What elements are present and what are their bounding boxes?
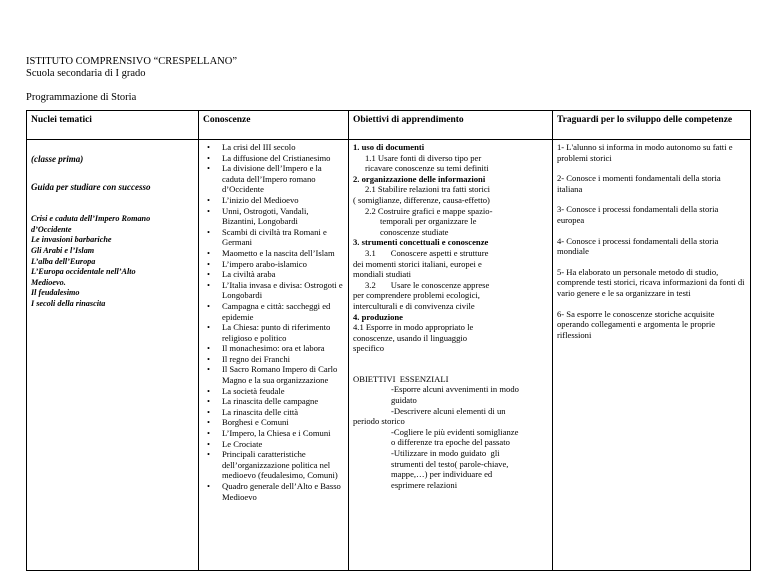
objective-line: mappe,…) per individuare ed (391, 469, 493, 480)
list-item: • Scambi di civiltà tra Romani e Germani (203, 227, 344, 248)
study-guide-label: Guida per studiare con successo (31, 181, 151, 192)
objective-line: 1.1 Usare fonti di diverso tipo per (365, 152, 482, 163)
objective-line: -Descrivere alcuni elementi di un (391, 405, 506, 416)
objective-line: o differenze tra epoche del passato (391, 437, 510, 448)
list-item: • Il regno dei Franchi (203, 354, 344, 365)
school-name: ISTITUTO COMPRENSIVO “CRESPELLANO” (26, 56, 237, 67)
goal-item: 1- L'alunno si informa in modo autonomo su fatti e problemi storici (557, 142, 733, 163)
objective-line: guidato (391, 395, 417, 406)
objective-line: esprimere relazioni (391, 479, 458, 490)
list-item: • La rinascita delle campagne (203, 396, 344, 407)
table-header-row (27, 111, 751, 140)
list-item: • Unni, Ostrogoti, Vandali, Bizantini, Longobardi (203, 206, 344, 227)
objective-heading: 4. produzione (353, 311, 403, 322)
list-item: • La divisione dell’Impero e la caduta dell’Impero romano d’Occidente (203, 163, 344, 195)
goal-item: 4- Conosce i processi fondamentali della storia mondiale (557, 235, 719, 257)
traguardi-cell (553, 140, 751, 571)
topic-item: Crisi e caduta dell’Impero Romano (31, 214, 151, 224)
programme-table (26, 110, 751, 571)
objective-line: -Cogliere le più evidenti somiglianze (391, 426, 519, 437)
topic-item: d’Occidente (31, 224, 72, 234)
topic-item: L’alba dell’Europa (31, 256, 96, 266)
list-item: • Il monachesimo: ora et labora (203, 343, 344, 354)
list-item: • L’inizio del Medioevo (203, 195, 344, 206)
list-item: • La rinascita delle città (203, 407, 344, 418)
col-header-nuclei: Nuclei tematici (27, 111, 199, 140)
objective-line: -Esporre alcuni avvenimenti in modo (391, 384, 519, 395)
objective-line: strumenti del testo( parole-chiave, (391, 458, 509, 469)
conoscenze-list (203, 142, 344, 502)
list-item: • L’impero arabo-islamico (203, 259, 344, 270)
list-item: • La crisi del III secolo (203, 142, 344, 153)
objective-line: conoscenze, usando il linguaggio (353, 332, 468, 343)
essential-objectives-heading: OBIETTIVI ESSENZIALI (353, 373, 449, 384)
objective-line: mondiali studiati (353, 269, 412, 280)
topic-item: Il feudalesimo (31, 288, 80, 298)
nuclei-cell (27, 140, 199, 571)
goal-item: 5- Ha elaborato un personale metodo di studio, comprende testi storici, ricava informazioni da fonti di vario genere e le sa organizzare in testi (557, 266, 745, 298)
topic-item: L’Europa occidentale nell’Alto (31, 267, 136, 277)
topic-item: Medioevo. (31, 277, 66, 287)
objective-heading: 2. organizzazione delle informazioni (353, 173, 486, 184)
list-item: • L’Italia invasa e divisa: Ostrogoti e Longobardi (203, 280, 344, 301)
list-item: • L’Impero, la Chiesa e i Comuni (203, 428, 344, 439)
list-item: • La Chiesa: punto di riferimento religioso e politico (203, 322, 344, 343)
list-item: • Le Crociate (203, 439, 344, 450)
topics-list (31, 214, 194, 309)
col-header-traguardi: Traguardi per lo sviluppo delle competenze (553, 111, 751, 140)
school-level: Scuola secondaria di I grado (26, 68, 146, 79)
objective-line: ( somiglianze, differenze, causa-effetto) (353, 194, 490, 205)
goal-item: 3- Conosce i processi fondamentali della storia europea (557, 204, 719, 225)
list-item: • La diffusione del Cristianesimo (203, 153, 344, 164)
list-item: • La società feudale (203, 386, 344, 397)
objective-line: 2.2 Costruire grafici e mappe spazio- (365, 205, 493, 216)
document-title: Programmazione di Storia (26, 92, 137, 103)
list-item: • Quadro generale dell’Alto e Basso Medioevo (203, 481, 344, 502)
col-header-obiettivi: Obiettivi di apprendimento (349, 111, 553, 140)
objective-line: conoscenze studiate (380, 226, 449, 237)
list-item: • La civiltà araba (203, 269, 344, 280)
objective-line: specifico (353, 343, 385, 354)
col-header-conoscenze: Conoscenze (199, 111, 349, 140)
class-label: (classe prima) (31, 154, 84, 164)
objective-line: dei momenti storici italiani, europei e (353, 258, 482, 269)
objective-line: temporali per organizzare le (380, 216, 477, 227)
goal-item: 2- Conosce i momenti fondamentali della storia italiana (557, 173, 721, 194)
topic-item: I secoli della rinascita (31, 298, 106, 308)
topic-item: Gli Arabi e l’Islam (31, 245, 95, 255)
objective-line: interculturali e di convivenza civile (353, 300, 475, 311)
list-item: • Borghesi e Comuni (203, 417, 344, 428)
objective-heading: 3. strumenti concettuali e conoscenze (353, 237, 489, 248)
objective-line: 2.1 Stabilire relazioni tra fatti storici (365, 184, 491, 195)
obiettivi-cell (349, 140, 553, 571)
list-item: • Il Sacro Romano Impero di Carlo Magno e la sua organizzazione (203, 364, 344, 385)
list-item: • Maometto e la nascita dell’Islam (203, 248, 344, 259)
table-row (27, 140, 751, 571)
objective-line: 3.2 Usare le conoscenze apprese (365, 279, 490, 290)
topic-item: Le invasioni barbariche (31, 235, 112, 245)
list-item: • Principali caratteristiche dell’organizzazione politica nel medioevo (feudalesimo, Comuni) (203, 449, 344, 481)
objective-line: per comprendere problemi ecologici, (353, 290, 480, 301)
objective-line: periodo storico (353, 416, 405, 427)
objective-line: 4.1 Esporre in modo appropriato le (353, 322, 474, 333)
goal-item: 6- Sa esporre le conoscenze storiche acquisite operando collegamenti e argomenta le proprie riflessioni (557, 308, 716, 340)
objective-line: 3.1 Conoscere aspetti e strutture (365, 247, 489, 258)
objective-heading: 1. uso di documenti (353, 142, 425, 152)
objective-line: -Utilizzare in modo guidato gli (391, 448, 500, 459)
conoscenze-cell (199, 140, 349, 571)
list-item: • Campagna e città: saccheggi ed epidemie (203, 301, 344, 322)
objective-line: ricavare conoscenze su temi definiti (365, 163, 489, 174)
